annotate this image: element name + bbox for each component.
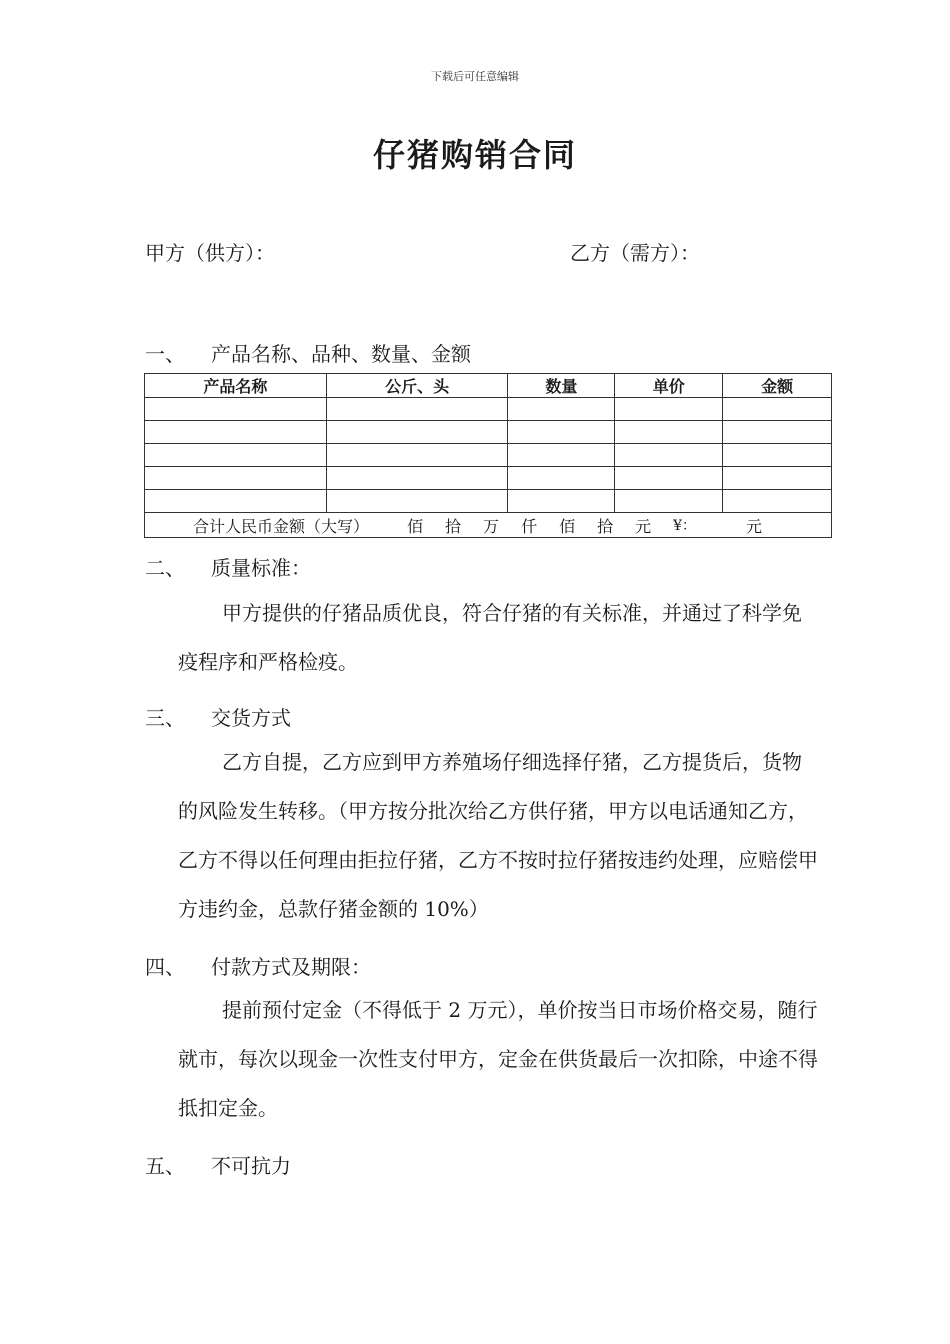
table-cell[interactable]	[326, 490, 508, 513]
table-row	[145, 490, 832, 513]
table-cell[interactable]	[615, 490, 723, 513]
table-cell[interactable]	[508, 490, 615, 513]
table-header-cell: 产品名称	[145, 374, 327, 398]
table-total-row	[145, 513, 832, 538]
table-cell[interactable]	[723, 444, 832, 467]
section-1-heading	[145, 338, 471, 367]
table-cell[interactable]	[326, 421, 508, 444]
delivery-paragraph: 乙方自提，乙方应到甲方养殖场仔细选择仔猪，乙方提货后，货物的风险发生转移。（甲方按分批次给乙方供仔猪，甲方以电话通知乙方，乙方不得以任何理由拒拉仔猪，乙方不按时拉仔猪按违约处理，应赔偿甲方违约金，总款仔猪金额的 10%）	[178, 750, 818, 921]
unit-yuan: 元	[635, 516, 652, 536]
table-cell[interactable]	[145, 398, 327, 421]
section-5-heading	[145, 1150, 291, 1179]
table-cell[interactable]	[145, 490, 327, 513]
table-cell[interactable]	[508, 421, 615, 444]
table-cell[interactable]	[615, 398, 723, 421]
section-number: 四、	[145, 955, 185, 979]
table-cell[interactable]	[508, 444, 615, 467]
section-title: 交货方式	[211, 706, 291, 730]
section-3-heading	[145, 702, 291, 731]
table-row	[145, 398, 832, 421]
table-cell[interactable]	[145, 421, 327, 444]
table-cell[interactable]	[326, 398, 508, 421]
party-b-label: 乙方（需方）：	[570, 241, 700, 265]
section-number: 一、	[145, 342, 185, 366]
table-cell[interactable]	[615, 467, 723, 490]
section-title: 不可抗力	[211, 1154, 291, 1178]
table-cell[interactable]	[326, 467, 508, 490]
table-cell[interactable]	[145, 467, 327, 490]
table-row	[145, 467, 832, 490]
unit-bai: 佰	[559, 516, 576, 536]
section-title: 付款方式及期限：	[211, 955, 371, 979]
table-cell[interactable]	[508, 398, 615, 421]
table-cell[interactable]	[508, 467, 615, 490]
section-number: 二、	[145, 556, 185, 580]
section-4-heading	[145, 951, 371, 980]
section-title: 质量标准：	[211, 556, 311, 580]
table-cell[interactable]	[615, 444, 723, 467]
payment-paragraph: 提前预付定金（不得低于 2 万元），单价按当日市场价格交易，随行就市，每次以现金一次性支付甲方，定金在供货最后一次扣除，中途不得抵扣定金。	[178, 998, 818, 1120]
section-number: 五、	[145, 1154, 185, 1178]
party-a-label: 甲方（供方）：	[145, 241, 275, 265]
quality-paragraph: 甲方提供的仔猪品质优良，符合仔猪的有关标准，并通过了科学免疫程序和严格检疫。	[178, 601, 802, 674]
table-header-cell: 数量	[508, 374, 615, 398]
table-row	[145, 444, 832, 467]
table-cell[interactable]	[723, 490, 832, 513]
table-header-cell: 金额	[723, 374, 832, 398]
section-2-heading	[145, 552, 311, 581]
unit-qian: 仟	[521, 516, 538, 536]
table-header-cell: 单价	[615, 374, 723, 398]
table-cell[interactable]	[723, 398, 832, 421]
table-row	[145, 421, 832, 444]
table-header-row	[145, 374, 832, 398]
table-cell[interactable]	[615, 421, 723, 444]
unit-yuan: 元	[746, 516, 763, 536]
unit-shi: 拾	[445, 516, 462, 536]
yen-symbol: ¥：	[673, 518, 697, 534]
table-cell[interactable]	[723, 467, 832, 490]
header-note: 下载后可任意编辑	[431, 70, 519, 83]
table-cell[interactable]	[145, 444, 327, 467]
document-title: 仔猪购销合同	[372, 136, 577, 174]
unit-shi: 拾	[597, 516, 614, 536]
unit-bai: 佰	[407, 516, 424, 536]
table-cell[interactable]	[723, 421, 832, 444]
table-cell[interactable]	[326, 444, 508, 467]
section-number: 三、	[145, 706, 185, 730]
total-amount-cell[interactable]	[145, 513, 832, 538]
unit-wan: 万	[483, 516, 500, 536]
table-header-cell: 公斤、头	[326, 374, 508, 398]
product-table	[144, 373, 832, 538]
total-label: 合计人民币金额（大写）	[193, 516, 370, 536]
section-title: 产品名称、品种、数量、金额	[211, 342, 471, 366]
